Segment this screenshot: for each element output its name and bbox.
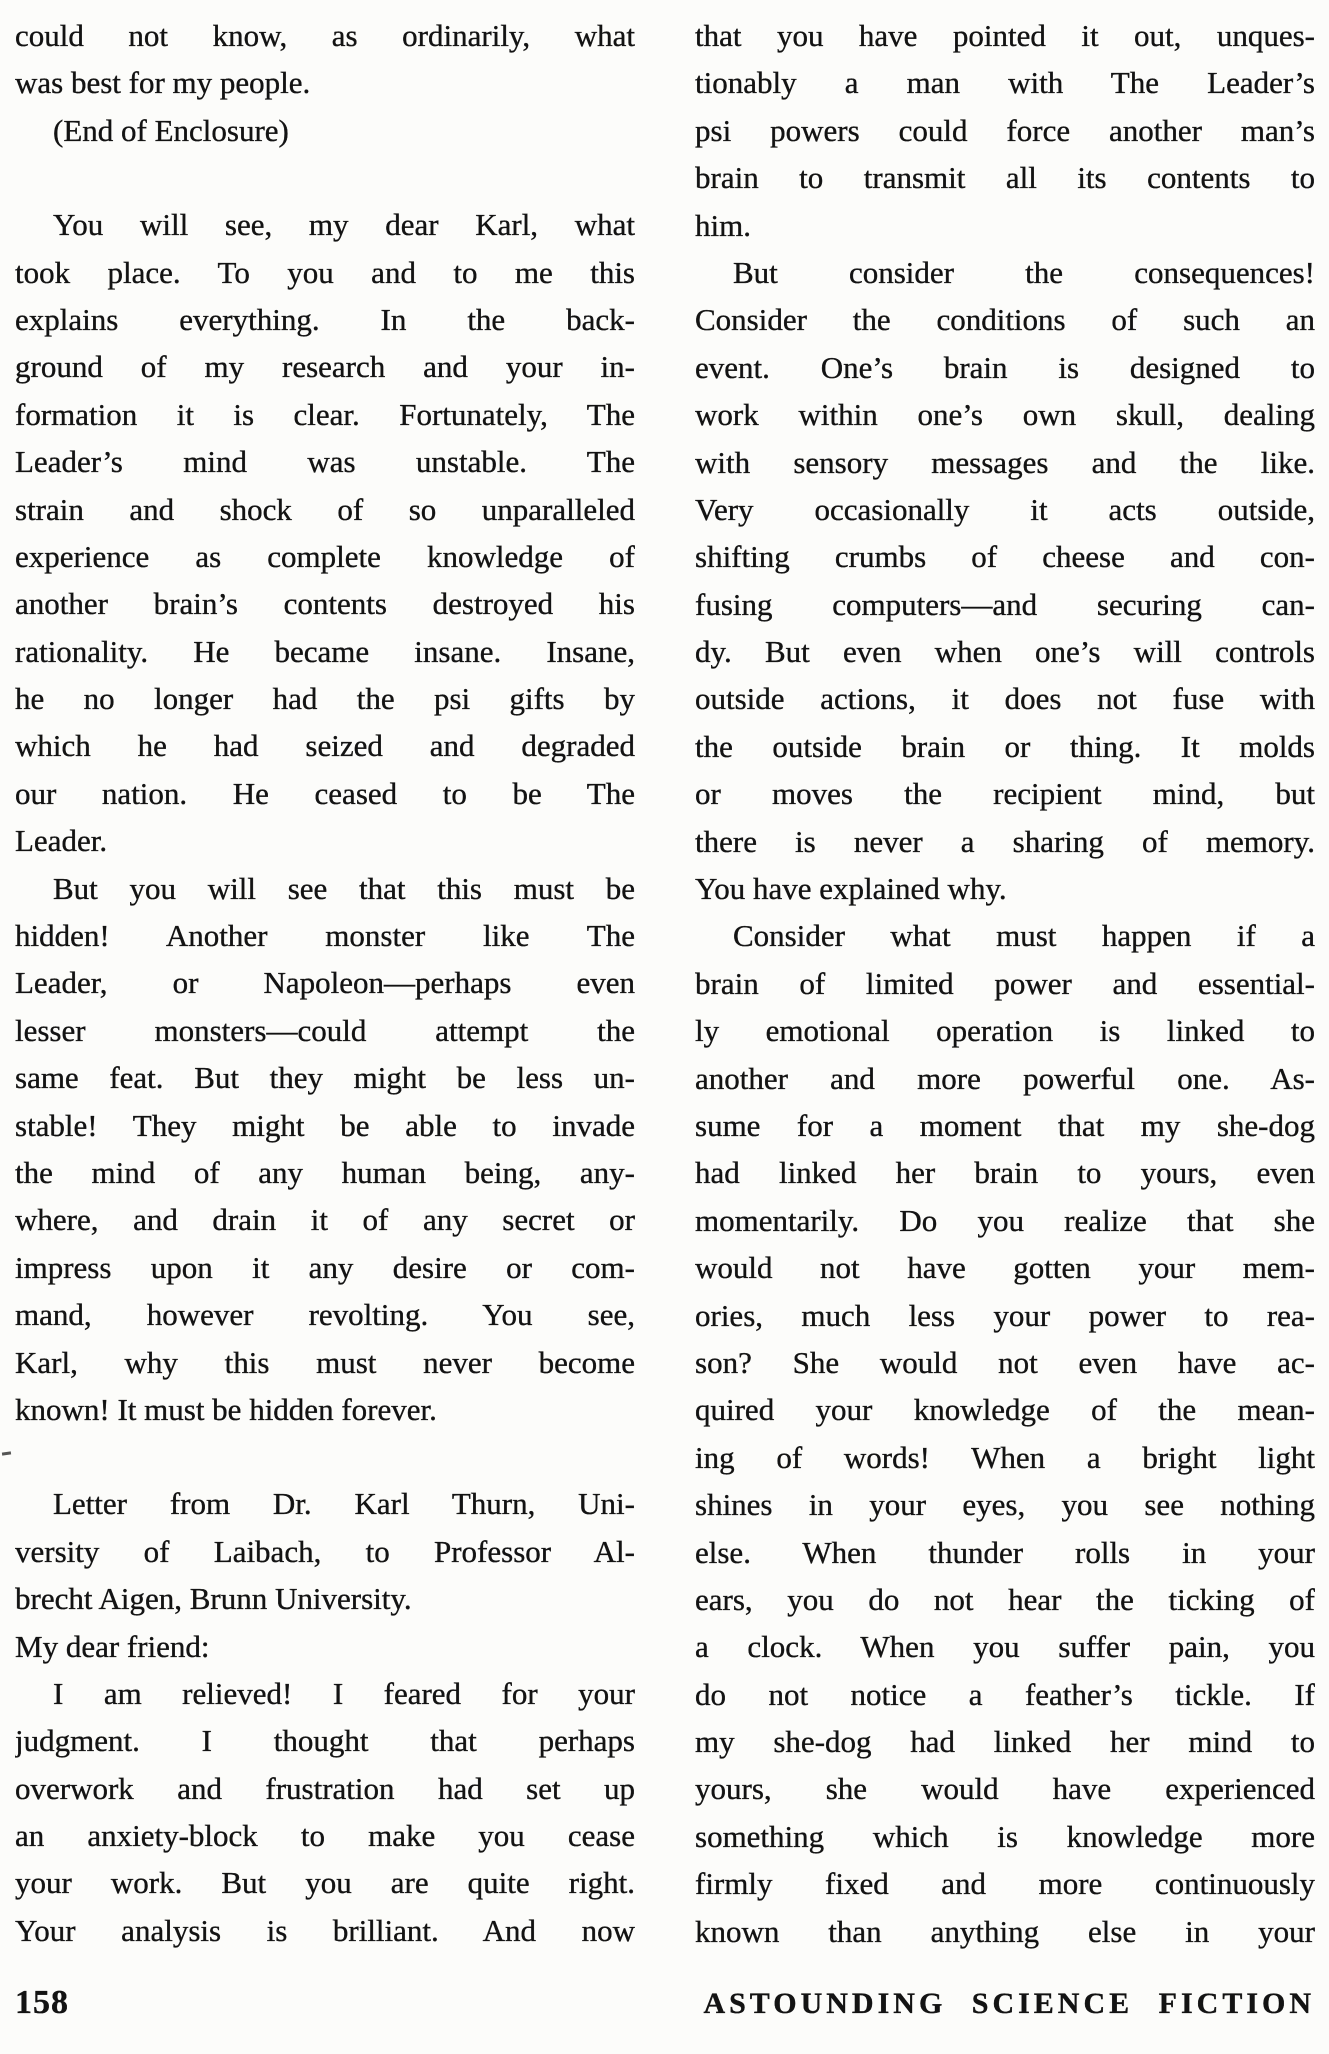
text-line: Very occasionally it acts outside, xyxy=(695,491,1315,527)
text-line: shifting crumbs of cheese and con- xyxy=(695,539,1315,575)
text-line: But consider the consequences! xyxy=(733,254,1315,290)
text-line: which he had seized and degraded xyxy=(15,728,635,764)
left-column xyxy=(15,12,635,1955)
text-line: known than anything else in your xyxy=(695,1913,1315,1949)
text-line: You will see, my dear Karl, what xyxy=(53,207,635,243)
text-line: shines in your eyes, you see nothing xyxy=(695,1487,1315,1523)
text-line: psi powers could force another man’s xyxy=(695,112,1315,148)
text-line: Letter from Dr. Karl Thurn, Uni- xyxy=(53,1486,635,1522)
paragraph xyxy=(15,1670,635,1954)
text-line: the outside brain or thing. It molds xyxy=(695,728,1315,764)
paragraph xyxy=(15,1623,635,1670)
text-line: with sensory messages and the like. xyxy=(695,444,1315,480)
text-line: Consider what must happen if a xyxy=(733,918,1315,954)
text-line: a clock. When you suffer pain, you xyxy=(695,1629,1315,1665)
text-line: Leader. xyxy=(15,823,108,859)
text-line: quired your knowledge of the mean- xyxy=(695,1392,1315,1428)
text-line: my she-dog had linked her mind to xyxy=(695,1724,1315,1760)
text-line: You have explained why. xyxy=(695,871,1007,907)
text-line: would not have gotten your mem- xyxy=(695,1250,1315,1286)
text-line: hidden! Another monster like The xyxy=(15,918,635,954)
text-line: fusing computers—and securing can- xyxy=(695,586,1315,622)
text-line: was best for my people. xyxy=(15,65,311,101)
text-line: But you will see that this must be xyxy=(53,870,635,906)
text-line: ly emotional operation is linked to xyxy=(695,1013,1315,1049)
text-line: firmly fixed and more continuously xyxy=(695,1866,1315,1902)
text-line: impress upon it any desire or com- xyxy=(15,1249,635,1285)
text-line: Consider the conditions of such an xyxy=(695,302,1315,338)
text-line: I am relieved! I feared for your xyxy=(53,1675,635,1711)
text-line: or moves the recipient mind, but xyxy=(695,776,1315,812)
text-line: our nation. He ceased to be The xyxy=(15,775,635,811)
text-line: judgment. I thought that perhaps xyxy=(15,1723,635,1759)
text-line: that you have pointed it out, unques- xyxy=(695,18,1315,53)
text-line: momentarily. Do you realize that she xyxy=(695,1202,1315,1238)
right-column xyxy=(695,12,1315,1955)
text-line: ories, much less your power to rea- xyxy=(695,1297,1315,1333)
text-line: had linked her brain to yours, even xyxy=(695,1155,1315,1191)
paragraph xyxy=(15,12,635,107)
text-line: lesser monsters—could attempt the xyxy=(15,1012,635,1048)
text-line: son? She would not even have ac- xyxy=(695,1344,1315,1380)
paragraph xyxy=(695,249,1315,912)
paragraph xyxy=(15,107,635,154)
text-line: experience as complete knowledge of xyxy=(15,538,635,574)
text-line: him. xyxy=(695,207,751,243)
page-number: 158 xyxy=(15,1984,69,2021)
text-line: there is never a sharing of memory. xyxy=(695,823,1315,859)
text-line: brain to transmit all its contents to xyxy=(695,160,1315,196)
text-line: could not know, as ordinarily, what xyxy=(15,18,635,53)
text-line: another and more powerful one. As- xyxy=(695,1060,1315,1096)
text-line: yours, she would have experienced xyxy=(695,1771,1315,1807)
text-line: the mind of any human being, any- xyxy=(15,1154,635,1190)
paragraph xyxy=(695,912,1315,1955)
text-line: brecht Aigen, Brunn University. xyxy=(15,1581,412,1617)
text-line: My dear friend: xyxy=(15,1628,210,1664)
text-line: he no longer had the psi gifts by xyxy=(15,681,635,717)
text-line: sume for a moment that my she-dog xyxy=(695,1107,1315,1143)
text-line: same feat. But they might be less un- xyxy=(15,1060,635,1096)
text-line: ground of my research and your in- xyxy=(15,349,635,385)
text-line: tionably a man with The Leader’s xyxy=(695,65,1315,101)
text-line: dy. But even when one’s will controls xyxy=(695,634,1315,670)
text-line: another brain’s contents destroyed his xyxy=(15,586,635,622)
text-line: your work. But you are quite right. xyxy=(15,1865,635,1901)
text-line: formation it is clear. Fortunately, The xyxy=(15,396,635,432)
text-line: Leader’s mind was unstable. The xyxy=(15,444,635,480)
text-line: where, and drain it of any secret or xyxy=(15,1202,635,1238)
text-line: else. When thunder rolls in your xyxy=(695,1534,1315,1570)
text-line: outside actions, it does not fuse with xyxy=(695,681,1315,717)
paragraph xyxy=(695,12,1315,249)
text-line: strain and shock of so unparalleled xyxy=(15,491,635,527)
text-line: versity of Laibach, to Professor Al- xyxy=(15,1533,635,1569)
text-line: an anxiety-block to make you cease xyxy=(15,1818,635,1854)
text-line: event. One’s brain is designed to xyxy=(695,349,1315,385)
paragraph xyxy=(15,1480,635,1622)
text-line: known! It must be hidden forever. xyxy=(15,1391,437,1427)
text-line: overwork and frustration had set up xyxy=(15,1770,635,1806)
text-line: explains everything. In the back- xyxy=(15,301,635,337)
text-line: brain of limited power and essential- xyxy=(695,965,1315,1001)
text-line: something which is knowledge more xyxy=(695,1818,1315,1854)
text-line: ing of words! When a bright light xyxy=(695,1439,1315,1475)
text-line: rationality. He became insane. Insane, xyxy=(15,633,635,669)
text-columns xyxy=(15,12,1315,1955)
text-line: Leader, or Napoleon—perhaps even xyxy=(15,965,635,1001)
text-line: (End of Enclosure) xyxy=(53,112,289,148)
text-line: mand, however revolting. You see, xyxy=(15,1297,635,1333)
text-line: work within one’s own skull, dealing xyxy=(695,397,1315,433)
text-line: stable! They might be able to invade xyxy=(15,1107,635,1143)
text-line: Karl, why this must never become xyxy=(15,1344,635,1380)
paragraph xyxy=(15,201,635,864)
text-line: Your analysis is brilliant. And now xyxy=(15,1912,635,1948)
text-line: do not notice a feather’s tickle. If xyxy=(695,1676,1315,1712)
paragraph xyxy=(15,865,635,1434)
page-footer xyxy=(15,1984,1315,2022)
scan-artifact-mark xyxy=(2,1451,11,1455)
text-line: ears, you do not hear the ticking of xyxy=(695,1581,1315,1617)
magazine-title: ASTOUNDING SCIENCE FICTION xyxy=(703,1987,1315,2020)
text-line: took place. To you and to me this xyxy=(15,254,635,290)
